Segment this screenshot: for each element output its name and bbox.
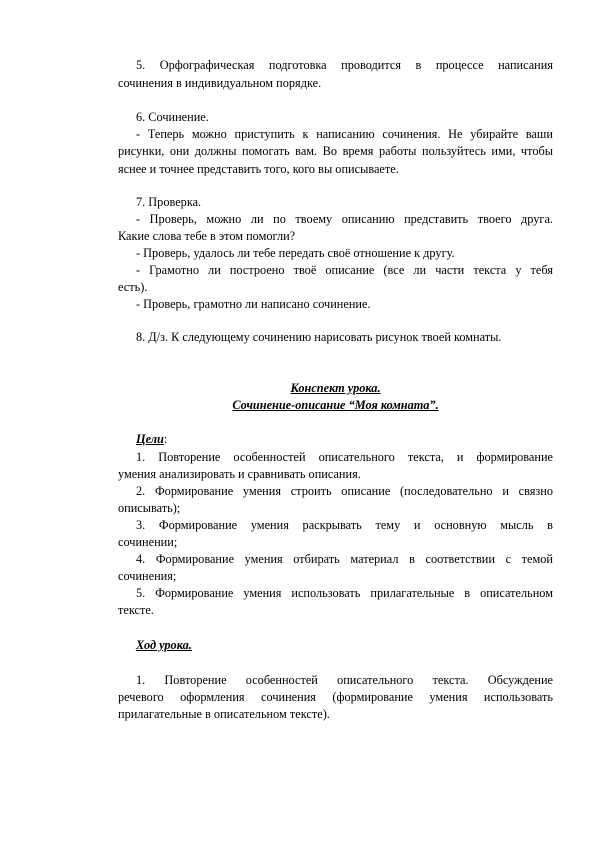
goal-line: описывать);: [118, 501, 181, 515]
section-title: 7. Проверка.: [136, 195, 202, 209]
goal-line: тексте.: [118, 603, 154, 617]
goal-line: 3. Формирование умения раскрывать тему и основную мысль в: [136, 518, 553, 532]
paragraph-line: 5. Орфографическая подготовка проводится в процессе написания: [136, 58, 553, 72]
goal-line: 1. Повторение особенностей описательного текста, и формирование: [136, 450, 553, 464]
paragraph-line: яснее и точнее представить того, кого вы описываете.: [118, 162, 399, 176]
course-line: речевого оформления сочинения (формирование умения использовать: [118, 690, 553, 704]
paragraph-line: сочинения в индивидуальном порядке.: [118, 76, 322, 90]
paragraph-line: - Проверь, удалось ли тебе передать своё отношение к другу.: [136, 246, 455, 260]
goals-heading: [136, 431, 571, 448]
paragraph-line: - Проверь, грамотно ли написано сочинение.: [136, 297, 371, 311]
course-line: 1. Повторение особенностей описательного текста. Обсуждение: [136, 673, 553, 687]
goals-heading-colon: :: [163, 432, 168, 446]
paragraph-line: - Проверь, можно ли по твоему описанию представить твоего друга.: [136, 212, 553, 226]
paragraph-line: есть).: [118, 280, 148, 294]
goal-line: умения анализировать и сравнивать описания.: [118, 467, 361, 481]
paragraph-line: - Грамотно ли построено твоё описание (все ли части текста у тебя: [136, 263, 553, 277]
goal-line: 2. Формирование умения строить описание (последовательно и связно: [136, 484, 553, 498]
section-title: 6. Сочинение.: [136, 110, 209, 124]
goal-line: 4. Формирование умения отбирать материал в соответствии с темой: [136, 552, 553, 566]
goal-line: 5. Формирование умения использовать прилагательные в описательном: [136, 586, 553, 600]
goal-line: сочинении;: [118, 535, 178, 549]
goal-line: сочинения;: [118, 569, 177, 583]
course-line: прилагательные в описательном тексте).: [118, 707, 330, 721]
konspekt-subtitle: Сочинение-описание “Моя комната”.: [232, 398, 439, 412]
konspekt-title: Конспект урока.: [290, 381, 381, 395]
paragraph-line: Какие слова тебе в этом помогли?: [118, 229, 296, 243]
paragraph-line: рисунки, они должны помогать вам. Во время работы пользуйтесь ими, чтобы: [118, 144, 553, 158]
paragraph-line: 8. Д/з. К следующему сочинению нарисовать рисунок твоей комнаты.: [136, 330, 502, 344]
goals-heading-text: Цели: [136, 432, 164, 446]
paragraph-line: - Теперь можно приступить к написанию сочинения. Не убирайте ваши: [136, 127, 553, 141]
course-heading: Ход урока.: [136, 638, 192, 652]
